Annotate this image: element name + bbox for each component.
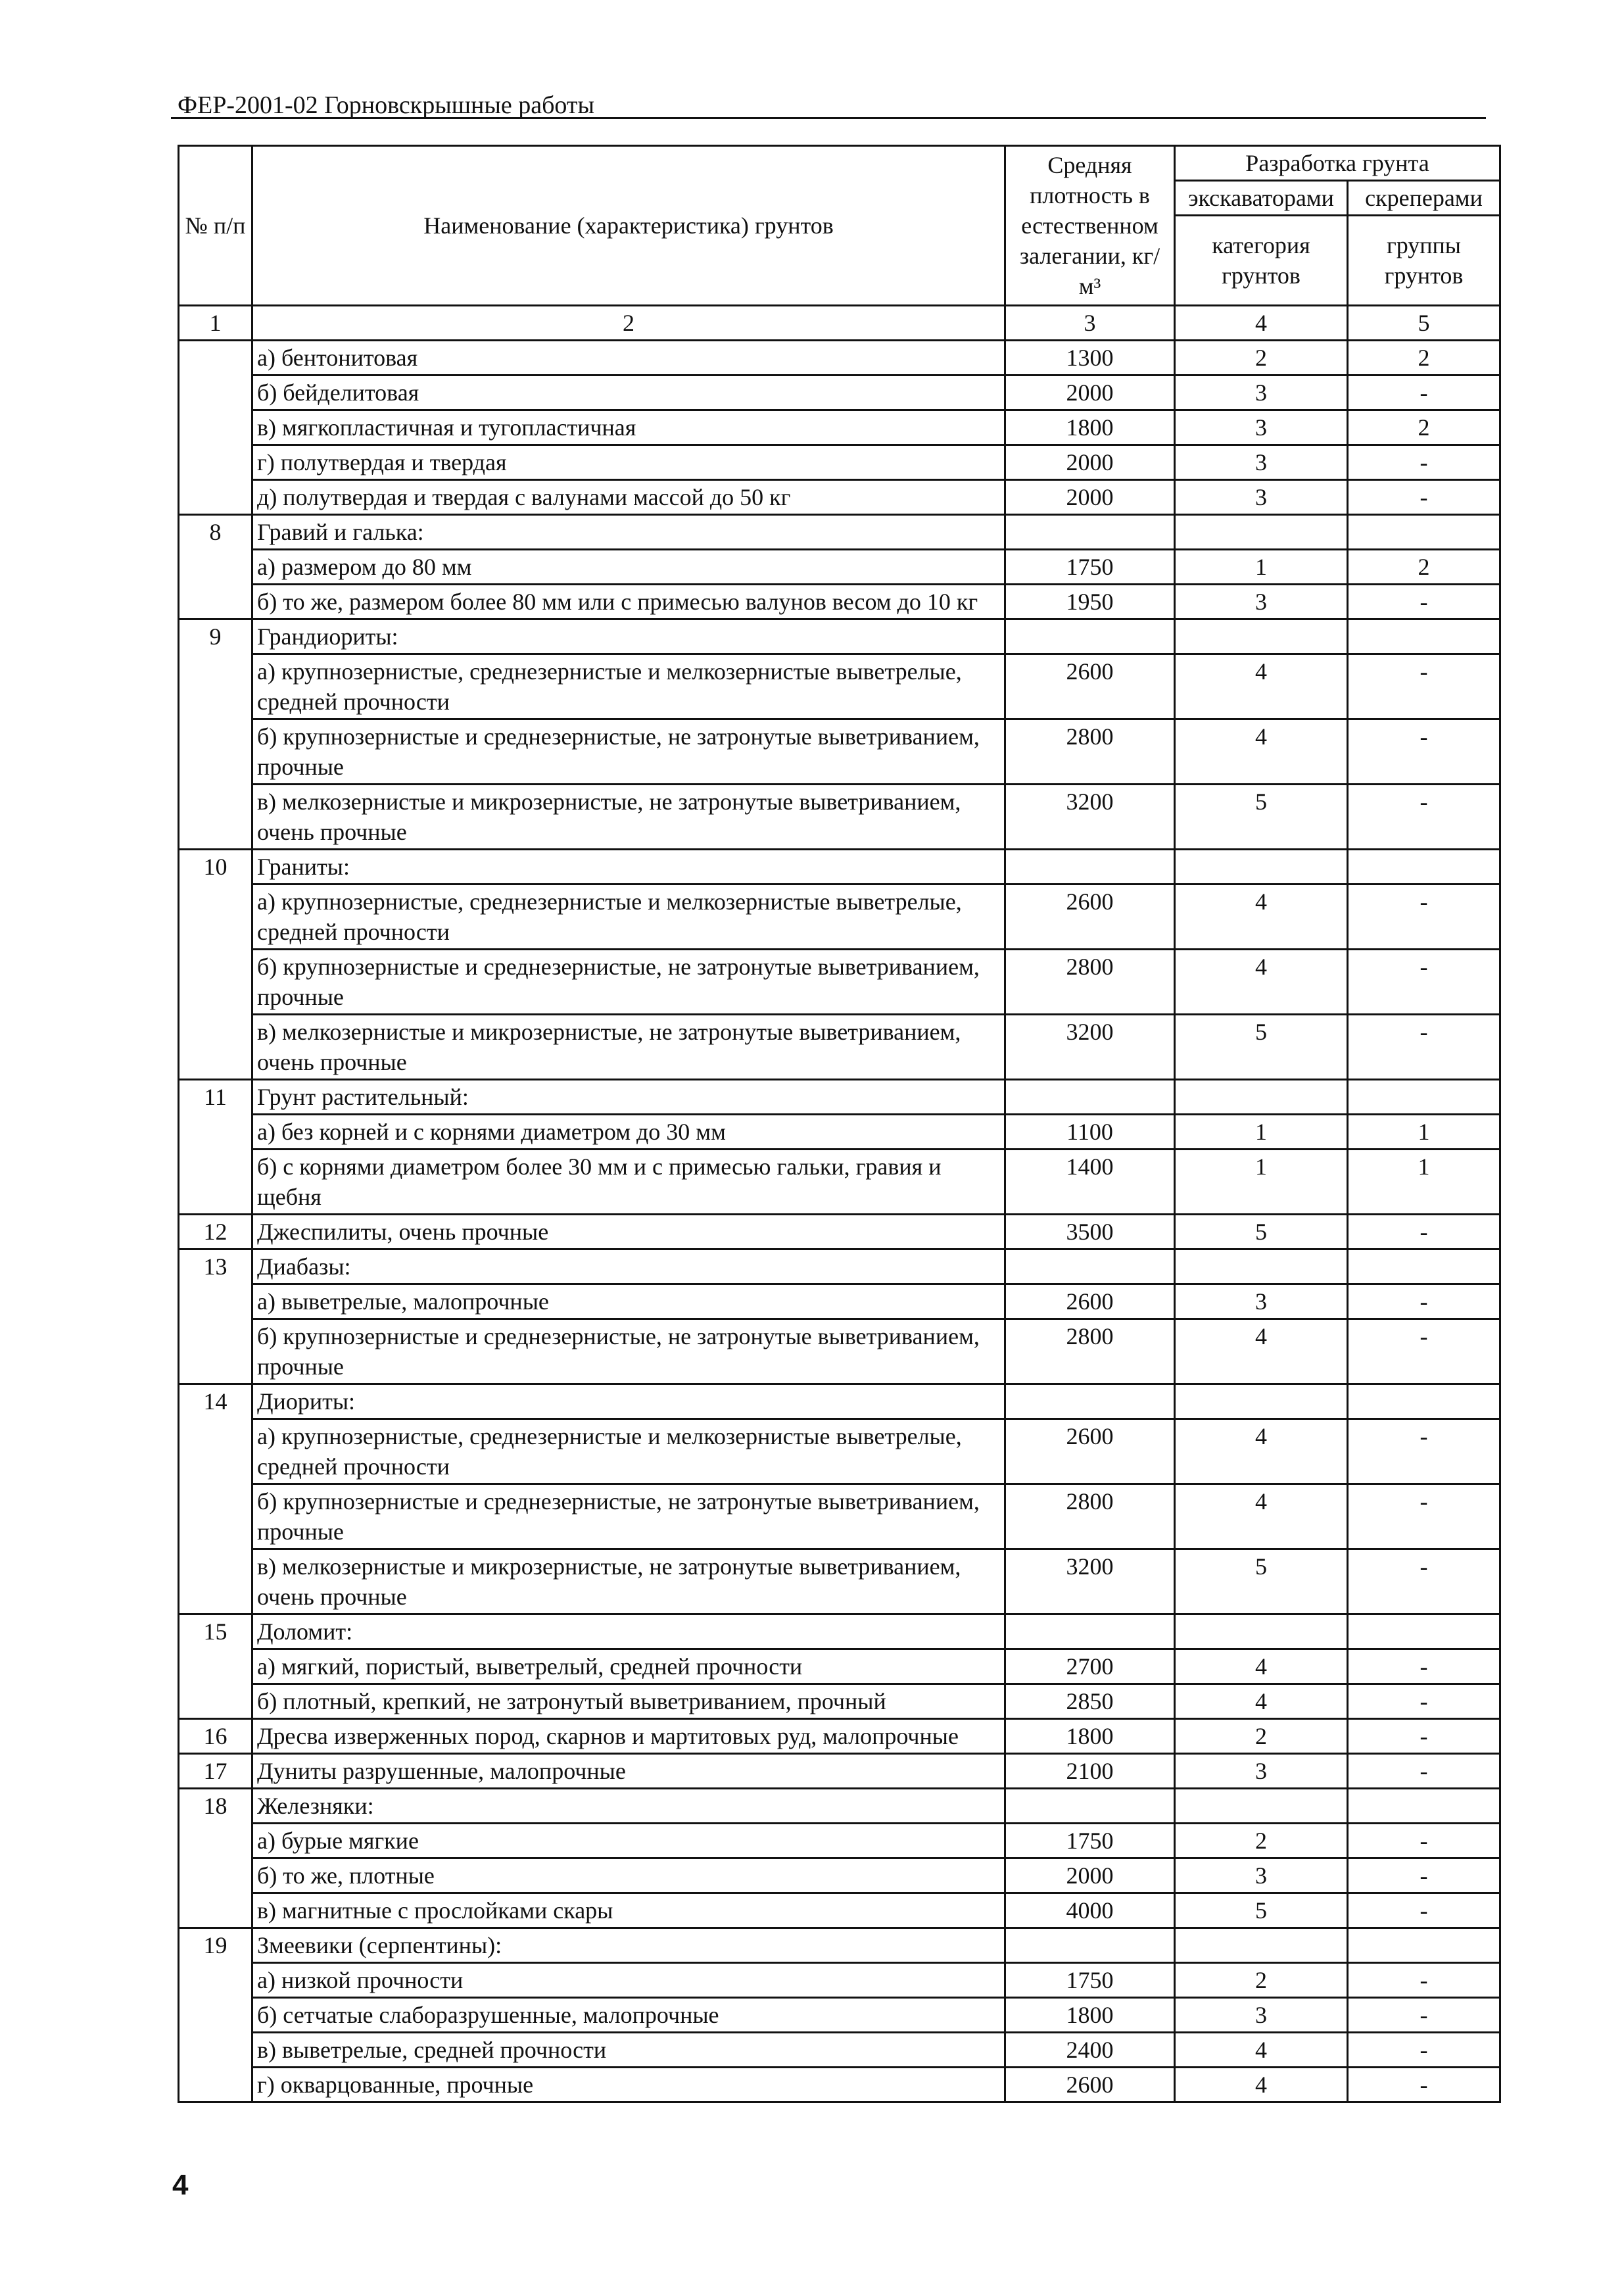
table-row [179, 850, 1500, 885]
density-value: 3500 [1005, 1215, 1175, 1249]
soil-name: а) бентонитовая [252, 341, 1005, 376]
density-value [1005, 1789, 1175, 1824]
excavator-category [1175, 1614, 1348, 1649]
scraper-group: - [1348, 376, 1500, 410]
soil-name: а) крупнозернистые, среднезернистые и мелкозернистые выветрелые, средней прочности [252, 654, 1005, 719]
row-number [179, 410, 252, 445]
density-value: 1750 [1005, 1963, 1175, 1998]
scraper-group: - [1348, 1484, 1500, 1549]
scraper-group: - [1348, 1549, 1500, 1614]
row-number: 17 [179, 1754, 252, 1789]
scraper-group: - [1348, 1719, 1500, 1754]
excavator-category: 3 [1175, 1858, 1348, 1893]
soil-name: б) крупнозернистые и среднезернистые, не затронутые выветриванием, прочные [252, 1484, 1005, 1549]
excavator-category: 1 [1175, 1150, 1348, 1215]
col-header-name: Наименование (характеристика) грунтов [252, 146, 1005, 306]
table-body [179, 341, 1500, 2102]
scraper-group: - [1348, 1684, 1500, 1719]
soil-name: д) полутвердая и твердая с валунами массой до 50 кг [252, 480, 1005, 515]
row-number [179, 1998, 252, 2033]
table-row [179, 1549, 1500, 1614]
col-header-groups: группы грунтов [1348, 216, 1500, 306]
col-header-excavators: экскаваторами [1175, 181, 1348, 216]
excavator-category: 3 [1175, 445, 1348, 480]
scraper-group: - [1348, 1319, 1500, 1384]
soil-name: а) низкой прочности [252, 1963, 1005, 1998]
table-row [179, 1419, 1500, 1484]
soil-name: а) крупнозернистые, среднезернистые и мелкозернистые выветрелые, средней прочности [252, 1419, 1005, 1484]
table-row [179, 1928, 1500, 1963]
scraper-group: 2 [1348, 341, 1500, 376]
row-number [179, 885, 252, 950]
page-number: 4 [172, 2169, 189, 2201]
soil-name: б) крупнозернистые и среднезернистые, не затронутые выветриванием, прочные [252, 719, 1005, 785]
excavator-category: 2 [1175, 1824, 1348, 1858]
scraper-group [1348, 619, 1500, 654]
scraper-group: - [1348, 885, 1500, 950]
table-row [179, 1684, 1500, 1719]
row-number: 15 [179, 1614, 252, 1649]
excavator-category: 4 [1175, 719, 1348, 785]
excavator-category: 4 [1175, 950, 1348, 1015]
table-row [179, 1015, 1500, 1080]
density-value: 2600 [1005, 885, 1175, 950]
table-row [179, 341, 1500, 376]
soil-name: б) с корнями диаметром более 30 мм и с примесью гальки, гравия и щебня [252, 1150, 1005, 1215]
soil-name: а) размером до 80 мм [252, 550, 1005, 585]
col-header-category: категория грунтов [1175, 216, 1348, 306]
scraper-group: - [1348, 585, 1500, 619]
table-row [179, 515, 1500, 550]
excavator-category [1175, 1249, 1348, 1284]
scraper-group: - [1348, 1284, 1500, 1319]
table-row [179, 950, 1500, 1015]
table-row [179, 480, 1500, 515]
row-number [179, 1893, 252, 1928]
table-row [179, 1789, 1500, 1824]
soil-name: а) выветрелые, малопрочные [252, 1284, 1005, 1319]
soil-name: б) плотный, крепкий, не затронутый выветриванием, прочный [252, 1684, 1005, 1719]
table-row [179, 1858, 1500, 1893]
table-row [179, 2033, 1500, 2068]
excavator-category: 1 [1175, 1115, 1348, 1150]
density-value: 2800 [1005, 719, 1175, 785]
density-value: 2800 [1005, 1319, 1175, 1384]
table-row [179, 1719, 1500, 1754]
col-header-num: № п/п [179, 146, 252, 306]
soil-name: Дресва изверженных пород, скарнов и мартитовых руд, малопрочные [252, 1719, 1005, 1754]
soil-name: а) крупнозернистые, среднезернистые и мелкозернистые выветрелые, средней прочности [252, 885, 1005, 950]
row-number [179, 1284, 252, 1319]
row-number [179, 1484, 252, 1549]
excavator-category: 5 [1175, 785, 1348, 850]
excavator-category: 3 [1175, 1284, 1348, 1319]
scraper-group: - [1348, 480, 1500, 515]
table-row [179, 719, 1500, 785]
density-value: 2400 [1005, 2033, 1175, 2068]
excavator-category [1175, 1789, 1348, 1824]
table-row [179, 619, 1500, 654]
col-index-5: 5 [1348, 306, 1500, 341]
excavator-category: 2 [1175, 341, 1348, 376]
excavator-category: 3 [1175, 1998, 1348, 2033]
scraper-group: 2 [1348, 410, 1500, 445]
excavator-category: 3 [1175, 480, 1348, 515]
density-value [1005, 1384, 1175, 1419]
row-number [179, 950, 252, 1015]
soil-name: Доломит: [252, 1614, 1005, 1649]
table-row [179, 1754, 1500, 1789]
row-number: 16 [179, 1719, 252, 1754]
density-value [1005, 515, 1175, 550]
table-row [179, 2068, 1500, 2102]
density-value [1005, 1249, 1175, 1284]
row-number [179, 480, 252, 515]
density-value: 2600 [1005, 1284, 1175, 1319]
scraper-group: - [1348, 1998, 1500, 2033]
row-number: 11 [179, 1080, 252, 1115]
table-row [179, 1893, 1500, 1928]
row-number [179, 1649, 252, 1684]
row-number: 10 [179, 850, 252, 885]
scraper-group: - [1348, 2033, 1500, 2068]
row-number [179, 719, 252, 785]
scraper-group: - [1348, 1824, 1500, 1858]
header-rule [171, 117, 1486, 119]
density-value: 2000 [1005, 1858, 1175, 1893]
soil-table [178, 145, 1501, 2103]
scraper-group [1348, 1789, 1500, 1824]
density-value: 1800 [1005, 410, 1175, 445]
soil-name: б) то же, плотные [252, 1858, 1005, 1893]
row-number [179, 1824, 252, 1858]
row-number: 12 [179, 1215, 252, 1249]
col-header-density: Средняя плотность в естественном залегании, кг/м³ [1005, 146, 1175, 306]
table-row [179, 785, 1500, 850]
excavator-category [1175, 1080, 1348, 1115]
row-number [179, 1115, 252, 1150]
density-value: 1100 [1005, 1115, 1175, 1150]
density-value: 2000 [1005, 445, 1175, 480]
document-header-title: ФЕР-2001-02 Горновскрышные работы [178, 91, 595, 119]
soil-name: в) мелкозернистые и микрозернистые, не затронутые выветриванием, очень прочные [252, 1015, 1005, 1080]
density-value [1005, 1614, 1175, 1649]
table-row [179, 1824, 1500, 1858]
table-header [179, 146, 1500, 341]
density-value [1005, 850, 1175, 885]
density-value: 4000 [1005, 1893, 1175, 1928]
soil-name: б) сетчатые слаборазрушенные, малопрочные [252, 1998, 1005, 2033]
table-row [179, 1249, 1500, 1284]
density-value: 1300 [1005, 341, 1175, 376]
density-value [1005, 619, 1175, 654]
row-number [179, 341, 252, 376]
row-number [179, 654, 252, 719]
excavator-category: 5 [1175, 1215, 1348, 1249]
row-number [179, 785, 252, 850]
excavator-category: 4 [1175, 2033, 1348, 2068]
excavator-category: 5 [1175, 1015, 1348, 1080]
scraper-group: - [1348, 719, 1500, 785]
soil-name: Гравий и галька: [252, 515, 1005, 550]
scraper-group [1348, 1080, 1500, 1115]
scraper-group: - [1348, 1419, 1500, 1484]
scraper-group: 1 [1348, 1150, 1500, 1215]
soil-name: б) то же, размером более 80 мм или с примесью валунов весом до 10 кг [252, 585, 1005, 619]
density-value: 2000 [1005, 376, 1175, 410]
scraper-group: - [1348, 1649, 1500, 1684]
excavator-category: 1 [1175, 550, 1348, 585]
scraper-group: - [1348, 1963, 1500, 1998]
soil-name: г) полутвердая и твердая [252, 445, 1005, 480]
table-row [179, 1484, 1500, 1549]
row-number: 18 [179, 1789, 252, 1824]
excavator-category: 4 [1175, 1649, 1348, 1684]
density-value: 1950 [1005, 585, 1175, 619]
table-row [179, 1614, 1500, 1649]
excavator-category: 2 [1175, 1963, 1348, 1998]
soil-name: б) крупнозернистые и среднезернистые, не затронутые выветриванием, прочные [252, 950, 1005, 1015]
row-number [179, 2068, 252, 2102]
row-number [179, 1963, 252, 1998]
excavator-category: 4 [1175, 1684, 1348, 1719]
table-row [179, 1384, 1500, 1419]
density-value: 3200 [1005, 1015, 1175, 1080]
row-number [179, 1419, 252, 1484]
soil-name: Грандиориты: [252, 619, 1005, 654]
soil-name: Диориты: [252, 1384, 1005, 1419]
density-value: 1400 [1005, 1150, 1175, 1215]
row-number [179, 1684, 252, 1719]
scraper-group [1348, 1249, 1500, 1284]
soil-name: а) мягкий, пористый, выветрелый, средней прочности [252, 1649, 1005, 1684]
table-row [179, 1150, 1500, 1215]
excavator-category [1175, 619, 1348, 654]
density-value: 2100 [1005, 1754, 1175, 1789]
table-row [179, 550, 1500, 585]
column-index-row [179, 306, 1500, 341]
soil-name: в) магнитные с прослойками скары [252, 1893, 1005, 1928]
scraper-group [1348, 1384, 1500, 1419]
col-index-3: 3 [1005, 306, 1175, 341]
row-number: 8 [179, 515, 252, 550]
row-number [179, 2033, 252, 2068]
soil-name: в) выветрелые, средней прочности [252, 2033, 1005, 2068]
soil-name: в) мелкозернистые и микрозернистые, не затронутые выветриванием, очень прочные [252, 785, 1005, 850]
table-row [179, 1080, 1500, 1115]
table-row [179, 1115, 1500, 1150]
excavator-category: 4 [1175, 2068, 1348, 2102]
soil-name: в) мелкозернистые и микрозернистые, не затронутые выветриванием, очень прочные [252, 1549, 1005, 1614]
soil-name: б) крупнозернистые и среднезернистые, не затронутые выветриванием, прочные [252, 1319, 1005, 1384]
excavator-category: 4 [1175, 654, 1348, 719]
density-value: 1750 [1005, 1824, 1175, 1858]
excavator-category: 3 [1175, 410, 1348, 445]
excavator-category: 3 [1175, 585, 1348, 619]
soil-name: Грунт растительный: [252, 1080, 1005, 1115]
scraper-group [1348, 1614, 1500, 1649]
table-row [179, 654, 1500, 719]
density-value: 2000 [1005, 480, 1175, 515]
soil-name: а) без корней и с корнями диаметром до 30 мм [252, 1115, 1005, 1150]
scraper-group [1348, 515, 1500, 550]
density-value: 2600 [1005, 2068, 1175, 2102]
density-value: 2600 [1005, 654, 1175, 719]
excavator-category: 4 [1175, 1484, 1348, 1549]
table-row [179, 885, 1500, 950]
col-index-2: 2 [252, 306, 1005, 341]
soil-name: Граниты: [252, 850, 1005, 885]
scraper-group: - [1348, 1754, 1500, 1789]
soil-name: Железняки: [252, 1789, 1005, 1824]
density-value: 1800 [1005, 1719, 1175, 1754]
density-value: 2800 [1005, 1484, 1175, 1549]
row-number [179, 1858, 252, 1893]
row-number: 19 [179, 1928, 252, 1963]
density-value: 1750 [1005, 550, 1175, 585]
table-row [179, 585, 1500, 619]
soil-name: г) окварцованные, прочные [252, 2068, 1005, 2102]
table-row [179, 445, 1500, 480]
scraper-group: - [1348, 654, 1500, 719]
scraper-group: - [1348, 1015, 1500, 1080]
density-value: 2600 [1005, 1419, 1175, 1484]
col-header-scrapers: скреперами [1348, 181, 1500, 216]
col-index-1: 1 [179, 306, 252, 341]
density-value: 2850 [1005, 1684, 1175, 1719]
scraper-group: - [1348, 2068, 1500, 2102]
scraper-group: 1 [1348, 1115, 1500, 1150]
scraper-group: - [1348, 1215, 1500, 1249]
density-value: 2800 [1005, 950, 1175, 1015]
row-number [179, 1015, 252, 1080]
excavator-category: 4 [1175, 1319, 1348, 1384]
density-value: 3200 [1005, 1549, 1175, 1614]
row-number: 9 [179, 619, 252, 654]
scraper-group [1348, 1928, 1500, 1963]
soil-name: Диабазы: [252, 1249, 1005, 1284]
excavator-category: 4 [1175, 885, 1348, 950]
excavator-category: 3 [1175, 1754, 1348, 1789]
scraper-group: - [1348, 950, 1500, 1015]
row-number [179, 1549, 252, 1614]
excavator-category [1175, 515, 1348, 550]
row-number [179, 445, 252, 480]
col-index-4: 4 [1175, 306, 1348, 341]
density-value: 2700 [1005, 1649, 1175, 1684]
table-row [179, 376, 1500, 410]
scraper-group: - [1348, 1858, 1500, 1893]
table-row [179, 410, 1500, 445]
soil-name: Дуниты разрушенные, малопрочные [252, 1754, 1005, 1789]
table-row [179, 1319, 1500, 1384]
row-number: 14 [179, 1384, 252, 1419]
soil-name: Змеевики (серпентины): [252, 1928, 1005, 1963]
scraper-group: - [1348, 445, 1500, 480]
row-number [179, 1150, 252, 1215]
soil-name: Джеспилиты, очень прочные [252, 1215, 1005, 1249]
scraper-group: 2 [1348, 550, 1500, 585]
excavator-category: 4 [1175, 1419, 1348, 1484]
excavator-category: 3 [1175, 376, 1348, 410]
table-row [179, 1284, 1500, 1319]
row-number: 13 [179, 1249, 252, 1284]
density-value [1005, 1928, 1175, 1963]
excavator-category [1175, 1928, 1348, 1963]
row-number [179, 376, 252, 410]
table-row [179, 1215, 1500, 1249]
row-number [179, 585, 252, 619]
table-row [179, 1998, 1500, 2033]
density-value [1005, 1080, 1175, 1115]
excavator-category: 5 [1175, 1549, 1348, 1614]
excavator-category [1175, 850, 1348, 885]
soil-name: б) бейделитовая [252, 376, 1005, 410]
scraper-group [1348, 850, 1500, 885]
row-number [179, 1319, 252, 1384]
excavator-category: 2 [1175, 1719, 1348, 1754]
row-number [179, 550, 252, 585]
table-row [179, 1963, 1500, 1998]
scraper-group: - [1348, 785, 1500, 850]
table-row [179, 1649, 1500, 1684]
excavator-category: 5 [1175, 1893, 1348, 1928]
density-value: 1800 [1005, 1998, 1175, 2033]
soil-name: в) мягкопластичная и тугопластичная [252, 410, 1005, 445]
scraper-group: - [1348, 1893, 1500, 1928]
col-header-development: Разработка грунта [1175, 146, 1500, 181]
excavator-category [1175, 1384, 1348, 1419]
density-value: 3200 [1005, 785, 1175, 850]
soil-name: а) бурые мягкие [252, 1824, 1005, 1858]
